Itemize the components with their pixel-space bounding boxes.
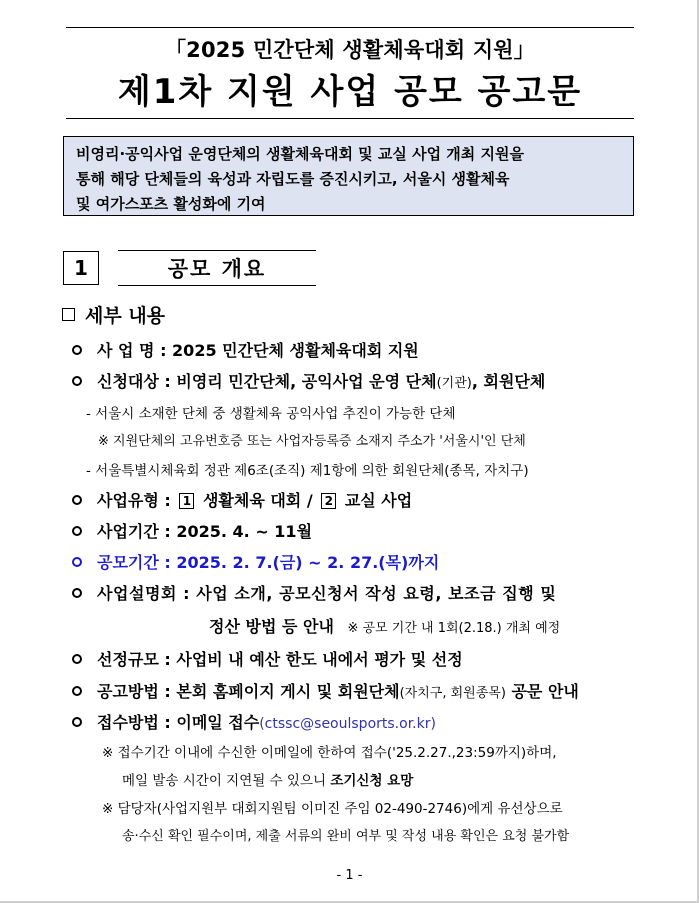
page-number: - 1 - (336, 868, 363, 883)
circle-bullet-icon (72, 717, 82, 727)
notice-method-main: 공고방법 : 본회 홈페이지 게시 및 회원단체 (97, 682, 400, 701)
boxed-number-1: 1 (179, 493, 194, 509)
purpose-box: 비영리·공익사업 운영단체의 생활체육대회 및 교실 사업 개최 지원을 통해 해당 단체들의 육성과 자립도를 증진시키고, 서울시 생활체육 및 여가스포츠 활성화에 기여 (63, 136, 634, 216)
eligibility-note-2: ※ 지원단체의 고유번호증 또는 사업자등록증 소재지 주소가 '서울시'인 단체 (98, 434, 526, 449)
contact-note-2: 송·수신 확인 필수이며, 제출 서류의 완비 여부 및 작성 내용 확인은 요청 불가함 (122, 829, 570, 844)
eligibility-main: 신청대상 : 비영리 민간단체, 공익사업 운영 단체 (97, 372, 437, 391)
eligibility-note-1: - 서울시 소재한 단체 중 생활체육 공익사업 추진이 가능한 단체 (86, 406, 456, 422)
circle-bullet-icon (72, 557, 82, 567)
section-number: 1 (63, 251, 99, 285)
early-application-emphasis: 조기신청 요망 (330, 773, 414, 789)
notice-method-tail: 공문 안내 (505, 682, 579, 701)
project-type-1: 생활체육 대회 / (202, 491, 319, 510)
receipt-note-2-text: 메일 발송 시간이 지연될 수 있으니 (122, 773, 331, 789)
eligibility-tail: , 회원단체 (471, 372, 546, 391)
section-title: 공모 개요 (118, 250, 316, 286)
receipt-note-2 (122, 769, 413, 789)
title-box (66, 27, 634, 119)
briefing-note: ※ 공모 기간 내 1회(2.18.) 개최 예정 (347, 621, 561, 636)
receipt-method (97, 710, 436, 733)
eligibility (97, 369, 545, 392)
project-type (97, 488, 412, 511)
title-line2: 제1차 지원 사업 공모 공고문 (117, 72, 583, 112)
receipt-email-link[interactable]: (ctssc@seoulsports.or.kr) (259, 716, 436, 732)
project-period: 사업기간 : 2025. 4. ~ 11월 (97, 522, 313, 541)
circle-bullet-icon (72, 495, 82, 505)
briefing-line-1: 사업설명회 : 사업 소개, 공모신청서 작성 요령, 보조금 집행 및 (97, 584, 557, 603)
application-period: 공모기간 : 2025. 2. 7.(금) ~ 2. 27.(목)까지 (97, 553, 440, 572)
project-type-2: 교실 사업 (344, 491, 413, 510)
circle-bullet-icon (72, 376, 82, 386)
circle-bullet-icon (72, 526, 82, 536)
eligibility-paren: (기관) (436, 376, 472, 391)
boxed-number-2: 2 (321, 493, 336, 509)
contact-note-1: ※ 담당자(사업지원부 대회지원팀 이미진 주임 02-490-2746)에게 유선상으로 (102, 801, 563, 817)
subsection-label: 세부 내용 (85, 305, 166, 327)
circle-bullet-icon (72, 345, 82, 355)
notice-method (97, 679, 579, 702)
title-line1: 「2025 민간단체 생활체육대회 지원」 (164, 38, 535, 62)
project-type-label: 사업유형 : (97, 491, 177, 510)
subsection-heading (62, 301, 165, 328)
eligibility-note-3: - 서울특별시체육회 정관 제6조(조직) 제1항에 의한 회원단체(종목, 자치구) (86, 463, 529, 479)
receipt-note-1: ※ 접수기간 이내에 수신한 이메일에 한하여 접수('25.2.27.,23:59까지)하며, (102, 745, 557, 761)
selection-scale: 선정규모 : 사업비 내 예산 한도 내에서 평가 및 선정 (97, 650, 463, 669)
circle-bullet-icon (72, 588, 82, 598)
circle-bullet-icon (72, 686, 82, 696)
notice-method-paren: (자치구, 회원종목) (399, 686, 506, 701)
receipt-method-main: 접수방법 : 이메일 접수 (97, 713, 260, 732)
briefing-line-2-text: 정산 방법 등 안내 (209, 617, 334, 636)
checkbox-square-icon (62, 308, 75, 321)
project-name: 사 업 명 : 2025 민간단체 생활체육대회 지원 (97, 341, 419, 360)
briefing-line-2 (209, 614, 560, 637)
circle-bullet-icon (72, 654, 82, 664)
